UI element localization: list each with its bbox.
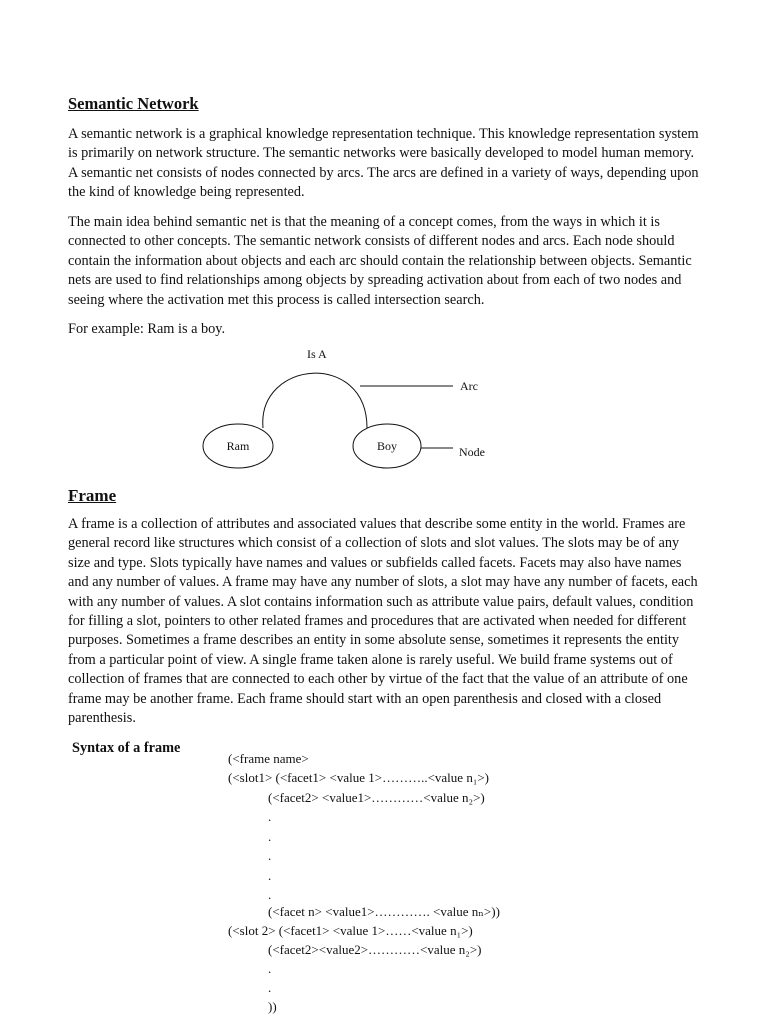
node-callout-label: Node xyxy=(459,445,485,459)
example-sentence: For example: Ram is a boy. xyxy=(68,321,226,337)
arc-label-is-a: Is A xyxy=(307,347,327,361)
syntax-line: . xyxy=(268,980,272,995)
syntax-line: . xyxy=(268,848,272,863)
section-heading-frame: Frame xyxy=(68,486,117,505)
syntax-line: . xyxy=(268,868,272,883)
section-heading-semantic-network: Semantic Network xyxy=(68,94,199,113)
paragraph-1: A semantic network is a graphical knowledge representation technique. This knowledge representation system is primarily on network structure. The semantic networks were basically developed to model human memory. A semantic net consists of nodes connected by arcs. The arcs are defined in a variety of ways, depending upon the kind of knowledge being represented. xyxy=(68,126,699,201)
node-ram-label: Ram xyxy=(226,439,250,453)
arc-callout-label: Arc xyxy=(460,379,478,393)
syntax-line: . xyxy=(268,829,272,844)
syntax-line: . xyxy=(268,887,272,902)
syntax-line: . xyxy=(268,809,272,824)
node-boy-label: Boy xyxy=(376,439,398,453)
syntax-line: . xyxy=(268,961,272,976)
syntax-line: (<facet2><value2>…………<value n₂>) xyxy=(268,942,482,957)
frame-paragraph: A frame is a collection of attributes and associated values that describe some entity in the world. Frames are general record like structures which consist of a collection of slots and slot values. The slots may be of any size and type. Slots typically have names and values or subfields called facets. Facets may also have names and any number of values. A frame may have any number of slots, a slot may have any number of facets, each with any number of values. A slot contains information such as attribute value pairs, default values, condition for filling a slot, pointers to other related frames and procedures that are activated when needed for different purposes. Sometimes a frame describes an entity in some absolute sense, sometimes it represents the entity from a particular point of view. A single frame taken alone is rarely useful. We build frame systems out of collection of frames that are connected to each other by virtue of the fact that the value of an attribute of one frame may be another frame. Each frame should start with an open parenthesis and closed with a closed parenthesis. xyxy=(68,516,698,727)
paragraph-2: The main idea behind semantic net is that the meaning of a concept comes, from the ways in which it is connected to other concepts. The semantic network consists of different nodes and arcs. Each node should contain the information about objects and each arc should contain the relationship between objects. Semantic nets are used to find relationships among objects by spreading activation about from each of two nodes and seeing where the activation met this process is called intersection search. xyxy=(68,214,692,308)
syntax-line: )) xyxy=(268,999,277,1014)
syntax-line: (<slot1> (<facet1> <value 1>………..<value n₁>) xyxy=(228,770,490,785)
syntax-line: (<facet2> <value1>…………<value n₂>) xyxy=(268,790,485,805)
syntax-line: (<frame name> xyxy=(228,751,309,766)
syntax-title: Syntax of a frame xyxy=(72,740,181,756)
is-a-arc xyxy=(263,373,367,428)
semantic-network-diagram xyxy=(195,342,515,478)
syntax-line: (<slot 2> (<facet1> <value 1>……<value n₁>) xyxy=(228,923,473,938)
syntax-line: (<facet n> <value1>…………. <value nₙ>)) xyxy=(268,904,500,919)
